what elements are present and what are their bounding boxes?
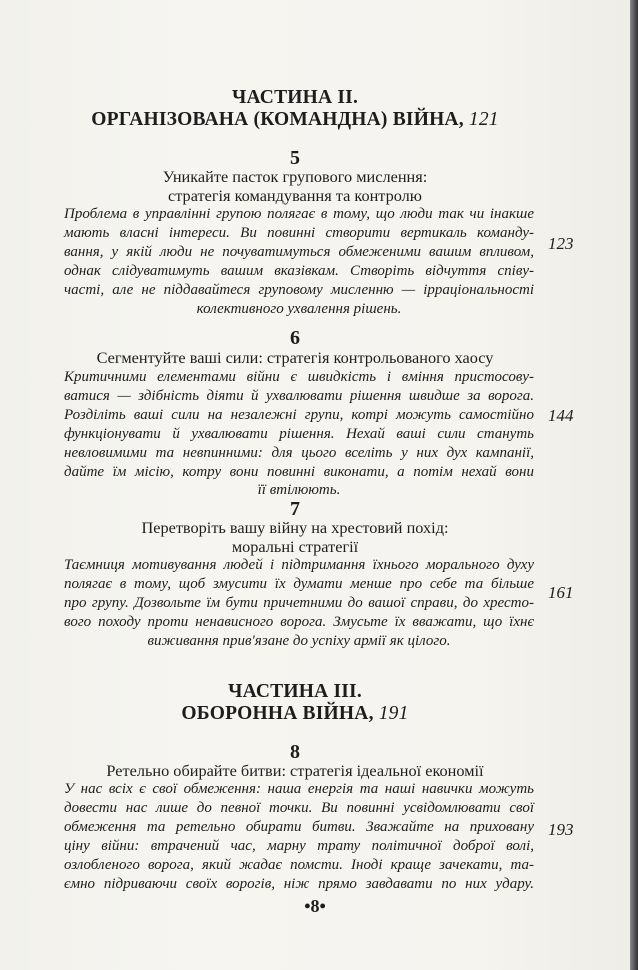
chapter5-number: 5 — [290, 147, 300, 169]
chapter6-page-number: 144 — [548, 406, 574, 425]
chapter7-desc-line: полягає в тому, щоб змусити їх думати менше про себе та більше — [64, 576, 534, 592]
chapter7-page-number: 161 — [548, 583, 574, 602]
chapter5-desc-line: мають власні інтереси. Ви повинні створити вертикаль команду- — [64, 225, 534, 241]
chapter8-desc-line: озлобленого ворога, який жадає помсти. Іноді краще зачекати, та- — [64, 857, 534, 873]
chapter5-desc-line: вання, у якій люди не почуватимуться обмеженими вашим впливом, — [64, 244, 534, 260]
chapter6-desc-line: функціонувати й ухвалювати рішення. Нехай ваші сили стануть — [64, 426, 534, 442]
chapter8-page-number: 193 — [548, 820, 574, 839]
chapter6-desc-line: її втілюють. — [257, 482, 341, 498]
part3-title-line2 — [60, 702, 530, 726]
chapter8-title-line1: Ретельно обирайте битви: стратегія ідеальної економії — [106, 761, 484, 780]
part3-title-line1: ЧАСТИНА III. — [228, 681, 362, 702]
chapter7-number: 7 — [290, 498, 300, 520]
chapter6-number: 6 — [290, 327, 300, 349]
chapter5-title-line2: стратегія командування та контролю — [168, 186, 422, 205]
part3-title-text: ОБОРОННА ВІЙНА, — [181, 703, 379, 724]
chapter7-title-line1: Перетворіть вашу війну на хрестовий похід: — [141, 518, 449, 537]
chapter6-title-line1: Сегментуйте ваші сили: стратегія контрольованого хаосу — [96, 348, 494, 367]
page-folio: •8• — [304, 896, 326, 916]
chapter6-desc-line: дайте їм місію, котру вони повинні виконати, а потім нехай вони — [64, 464, 534, 480]
chapter6-desc-line: невловимими та невпинними: для цього вселіть у них дух кампанії, — [64, 445, 534, 461]
part2-page: 121 — [468, 109, 499, 130]
chapter7-desc-line: вого походу проти ненависного ворога. Змусьте їх вважати, що їхнє — [64, 614, 534, 630]
chapter8-desc-line: обмеження та ретельно обирати битви. Зважайте на приховану — [64, 819, 534, 835]
chapter5-desc-line: однак слідуватимуть вашим вказівкам. Створіть відчуття співу- — [64, 263, 534, 279]
chapter6-desc-line: ватися — здібність діяти й ухвалювати рішення швидше за ворога. — [64, 388, 534, 404]
part3-page: 191 — [378, 703, 409, 724]
chapter7-desc-line: виживання прив'язане до успіху армії як цілого. — [147, 633, 451, 649]
chapter6-desc-line: Розділіть ваші сили на незалежні групи, котрі можуть самостійно — [64, 407, 534, 423]
chapter8-desc-line: ємно підриваючи своїх ворогів, ніж прямо завдавати по них удару. — [64, 876, 534, 892]
part2-title-text: ОРГАНІЗОВАНА (КОМАНДНА) ВІЙНА, — [91, 109, 469, 130]
part2-title-line1: ЧАСТИНА II. — [231, 87, 359, 108]
chapter7-desc-line: Таємниця мотивування людей і підтримання їхнього морального духу — [64, 557, 534, 573]
chapter8-desc-line: У нас всіх є свої обмеження: наша енергія та наші навички можуть — [64, 781, 534, 797]
chapter5-desc-line: колективного ухвалення рішень. — [196, 301, 402, 317]
chapter5-desc-line: Проблема в управлінні групою полягає в тому, що люди так чи інакше — [64, 206, 534, 222]
part2-title-line2 — [60, 108, 530, 132]
chapter8-desc-line: ціну війни: втрачений час, марну трату політичної доброї волі, — [64, 838, 534, 854]
chapter7-title-line2: моральні стратегії — [231, 537, 359, 556]
chapter5-page-number: 123 — [548, 234, 574, 253]
chapter8-desc-line: довести нас лише до певної точки. Ви повинні усвідомлювати свої — [64, 800, 534, 816]
chapter6-desc-line: Критичними елементами війни є швидкість і вміння пристосову- — [64, 369, 534, 385]
chapter5-desc-line: часті, але не піддавайтеся груповому мисленню — ірраціональності — [64, 282, 534, 298]
chapter8-number: 8 — [290, 741, 300, 763]
chapter7-desc-line: про групу. Дозвольте їм бути причетними до вашої справи, до хресто- — [64, 595, 534, 611]
dark-background-edge — [630, 0, 638, 970]
chapter5-title-line1: Уникайте пасток групового мислення: — [162, 167, 428, 186]
